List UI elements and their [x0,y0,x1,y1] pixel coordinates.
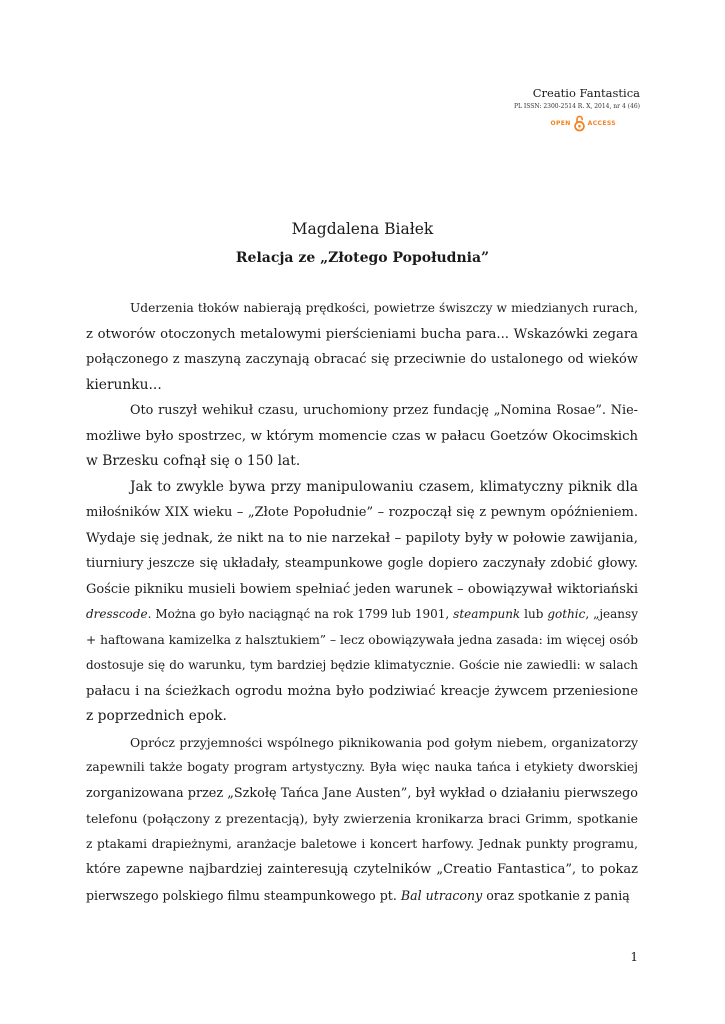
text-line: tiurniury jeszcze się układały, steampunkowe gogle dopiero zaczynały zdobić głowy. [86,556,638,571]
italic-term: dresscode [86,607,148,621]
text-line [86,602,638,628]
text-line: z poprzednich epok. [86,708,227,724]
text-line: Goście pikniku musieli bowiem spełniać jeden warunek – obowiązywał wiktoriański [86,581,638,597]
text-line: miłośników XIX wieku – „Złote Popołudnie” – rozpoczął się z pewnym opóźnieniem. [86,505,638,520]
italic-film-title: Bal utracony [400,887,483,903]
italic-term: steampunk [453,607,521,621]
text-line: Uderzenia tłoków nabierają prędkości, powietrze świszczy w miedzianych rurach, [130,301,638,315]
article-body [86,296,638,908]
text-line: Wydaje się jednak, że nikt na to nie narzekał – papiloty były w połowie zawijania, [86,530,638,546]
open-access-lock-icon [574,114,585,132]
journal-name: Creatio Fantastica [532,86,640,100]
text-line: + haftowana kamizelka z halsztukiem” – lecz obowiązywała jedna zasada: im więcej osób [86,632,638,647]
paragraph-4 [86,730,638,909]
text-line: kierunku... [86,376,162,393]
open-access-badge [440,114,640,132]
issn-line: PL ISSN: 2300-2514 R. X, 2014, nr 4 (46) [513,103,640,110]
text-segment: . Można go było naciągnąć na rok 1799 lub 1901, [147,607,454,621]
paragraph-3 [86,475,638,730]
open-access-left-label: OPEN [550,119,571,127]
text-line: z ptakami drapieżnymi, aranżacje baletowe i koncert harfowy. Jednak punkty programu, [86,836,638,851]
text-line: zapewnili także bogaty program artystyczny. Była więc nauka tańca i etykiety dworskiej [86,760,638,774]
text-line [86,883,638,909]
paragraph-2 [86,398,638,475]
article-title: Relacja ze „Złotego Popołudnia” [235,250,490,266]
author-name: Magdalena Białek [291,220,434,238]
italic-term: gothic [547,607,586,621]
text-segment: lub [520,607,548,621]
journal-header [440,86,640,132]
text-line: telefonu (połączony z prezentacją), były zwierzenia kronikarza braci Grimm, spotkanie [86,811,638,826]
text-line: Jak to zwykle bywa przy manipulowaniu czasem, klimatyczny piknik dla [130,478,638,495]
text-segment: oraz spotkanie z panią [482,887,630,903]
text-line: Oto ruszył wehikuł czasu, uruchomiony przez fundację „Nomina Rosae”. Nie- [130,403,638,418]
text-segment: , „jeansy [585,607,638,621]
text-line: połączonego z maszyną zaczynają obracać się przeciwnie do ustalonego od wieków [86,352,638,367]
text-line: w Brzesku cofnął się o 150 lat. [86,453,301,469]
text-line: Oprócz przyjemności wspólnego piknikowania pod gołym niebem, organizatorzy [130,734,638,750]
text-line: zorganizowana przez „Szkołę Tańca Jane Austen”, był wykład o działaniu pierwszego [86,785,638,801]
text-line: pałacu i na ścieżkach ogrodu można było podziwiać kreacje żywcem przeniesione [86,683,638,699]
text-line: dostosuje się do warunku, tym bardziej będzie klimatycznie. Goście nie zawiedli: w salach [86,658,638,672]
text-segment: pierwszego polskiego filmu steampunkowego pt. [86,887,401,903]
page-number: 1 [630,950,638,964]
text-line: które zapewne najbardziej zainteresują czytelników „Creatio Fantastica”, to pokaz [86,862,638,877]
paragraph-1 [86,296,638,398]
text-line: z otworów otoczonych metalowymi pierścieniami bucha para... Wskazówki zegara [86,326,638,342]
text-line: możliwe było spostrzec, w którym momencie czas w pałacu Goetzów Okocimskich [86,428,638,444]
open-access-right-label: ACCESS [587,119,616,127]
